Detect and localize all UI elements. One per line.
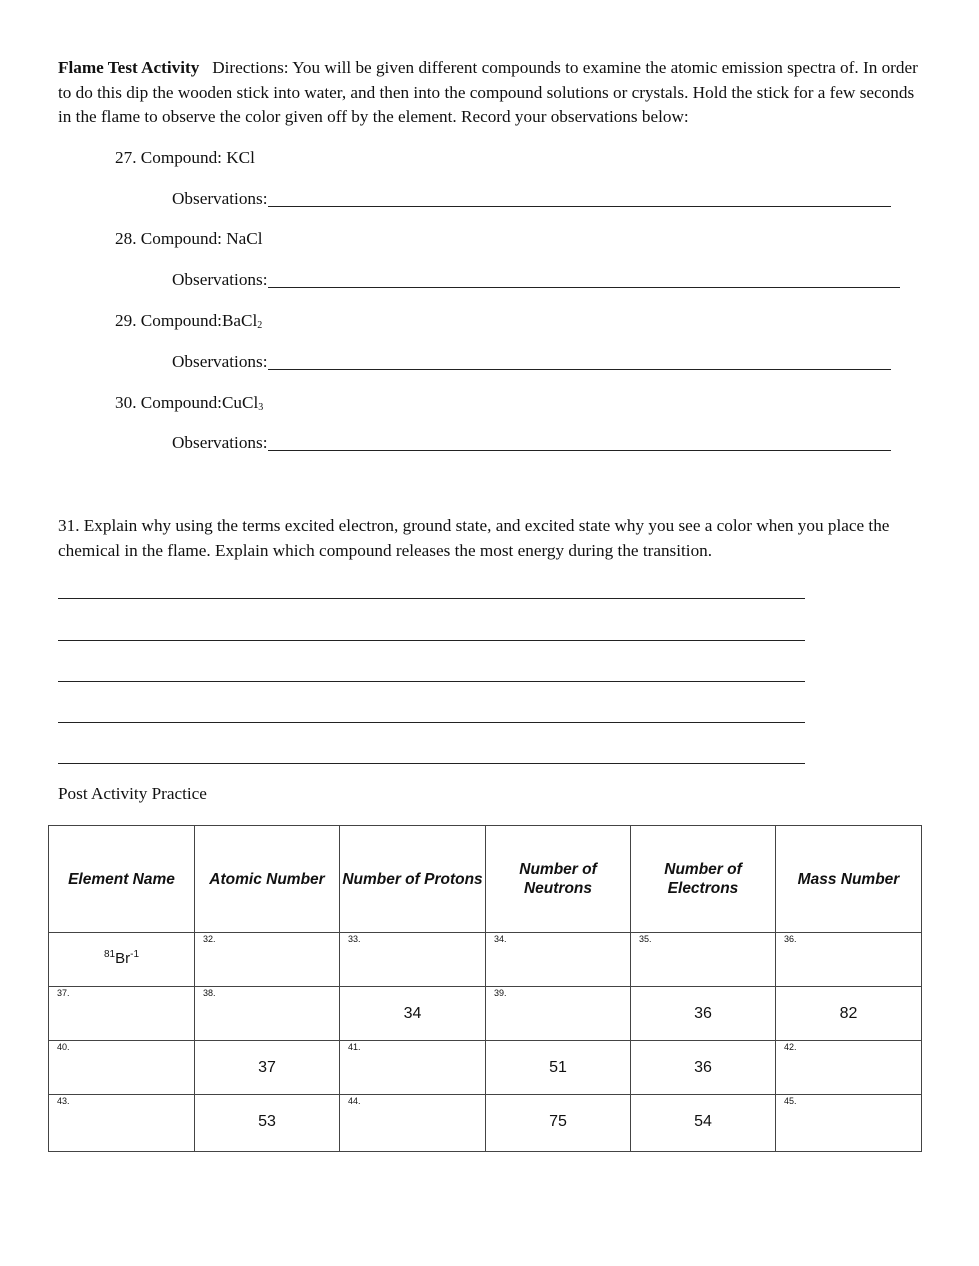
- question-number: 36.: [784, 934, 797, 944]
- answer-line[interactable]: [58, 722, 805, 723]
- table-row: [49, 1095, 922, 1152]
- directions-text: Directions: You will be given different compounds to examine the atomic emission spectra of. In order to do this dip the wooden stick into water, and then into the compound solutions or crystals. Hold the stick for a few seconds in the flame to observe the color given off by the element. Record your observations below:: [58, 58, 918, 126]
- header-electrons: Number of Electrons: [631, 826, 776, 933]
- answer-line[interactable]: [58, 763, 805, 764]
- question-number: 44.: [348, 1096, 361, 1106]
- observation-answer-line[interactable]: [268, 368, 891, 370]
- table-cell: [340, 987, 486, 1041]
- table-cell[interactable]: [631, 933, 776, 987]
- table-cell[interactable]: [776, 1041, 922, 1095]
- answer-line[interactable]: [58, 598, 805, 599]
- table-cell[interactable]: [49, 1041, 195, 1095]
- answer-line[interactable]: [58, 681, 805, 682]
- question-number: 34.: [494, 934, 507, 944]
- table-cell: [195, 1041, 340, 1095]
- table-cell: [631, 1095, 776, 1152]
- directions-paragraph: [58, 56, 928, 130]
- compound-label: 29. Compound:: [115, 311, 222, 330]
- question-number: 35.: [639, 934, 652, 944]
- table-cell[interactable]: [49, 987, 195, 1041]
- observation-answer-line[interactable]: [268, 286, 900, 288]
- table-row: [49, 987, 922, 1041]
- question-number: 32.: [203, 934, 216, 944]
- observations-label: Observations:: [172, 189, 268, 208]
- table-header-row: [49, 826, 922, 933]
- isotope-symbol: [49, 949, 194, 967]
- observation-29[interactable]: [172, 352, 891, 372]
- table-cell[interactable]: [776, 933, 922, 987]
- table-cell: [631, 987, 776, 1041]
- question-number: 37.: [57, 988, 70, 998]
- table-cell: [195, 1095, 340, 1152]
- question-number: 38.: [203, 988, 216, 998]
- cell-value: 36: [694, 1059, 712, 1076]
- cell-value: 53: [258, 1113, 276, 1130]
- header-mass-number: Mass Number: [776, 826, 922, 933]
- formula-subscript: 3: [258, 402, 264, 413]
- activity-title: Flame Test Activity: [58, 58, 200, 77]
- question-number: 42.: [784, 1042, 797, 1052]
- table-cell[interactable]: [340, 1041, 486, 1095]
- compound-formula: NaCl: [226, 229, 263, 248]
- table-cell: [486, 1095, 631, 1152]
- observation-30[interactable]: [172, 433, 891, 453]
- observations-label: Observations:: [172, 352, 268, 371]
- question-31: 31. Explain why using the terms excited electron, ground state, and excited state why you see a color when you place the chemical in the flame. Explain which compound releases the most energy during the transition.: [58, 516, 890, 560]
- isotope-charge: -1: [130, 949, 140, 960]
- compound-formula: BaCl: [221, 311, 258, 330]
- answer-line[interactable]: [58, 640, 805, 641]
- question-number: 39.: [494, 988, 507, 998]
- observation-answer-line[interactable]: [268, 449, 891, 451]
- compound-label: 27. Compound:: [115, 148, 227, 167]
- compound-formula: KCl: [226, 148, 255, 167]
- header-atomic-number: Atomic Number: [195, 826, 340, 933]
- post-activity-title: Post Activity Practice: [58, 784, 207, 803]
- cell-value: 54: [694, 1113, 712, 1130]
- table-cell: [631, 1041, 776, 1095]
- table-cell: [486, 1041, 631, 1095]
- compound-27: [115, 148, 255, 168]
- compound-formula: CuCl: [221, 393, 259, 412]
- formula-subscript: 2: [257, 320, 263, 331]
- table-cell[interactable]: [340, 933, 486, 987]
- question-number: 41.: [348, 1042, 361, 1052]
- table-cell[interactable]: [340, 1095, 486, 1152]
- practice-table: [48, 825, 922, 1152]
- cell-value: 34: [403, 1005, 422, 1022]
- question-number: 43.: [57, 1096, 70, 1106]
- table-cell: [49, 933, 195, 987]
- question-number: 45.: [784, 1096, 797, 1106]
- compound-label: 28. Compound:: [115, 229, 227, 248]
- compound-28: [115, 229, 263, 249]
- cell-value: 36: [694, 1005, 712, 1022]
- header-neutrons: Number of Neutrons: [486, 826, 631, 933]
- compound-label: 30. Compound:: [115, 393, 222, 412]
- cell-value: 37: [258, 1059, 276, 1076]
- isotope-element: Br: [115, 950, 131, 967]
- header-element-name: Element Name: [49, 826, 195, 933]
- header-protons: Number of Protons: [340, 826, 486, 933]
- isotope-mass: 81: [103, 949, 116, 960]
- table-cell[interactable]: [486, 987, 631, 1041]
- question-number: 33.: [348, 934, 361, 944]
- observation-answer-line[interactable]: [268, 205, 891, 207]
- observations-label: Observations:: [172, 433, 268, 452]
- table-row: [49, 1041, 922, 1095]
- table-row: [49, 933, 922, 987]
- compound-30: [115, 393, 263, 413]
- cell-value: 75: [549, 1113, 567, 1130]
- observation-28[interactable]: [172, 270, 900, 290]
- cell-value: 51: [549, 1059, 567, 1076]
- table-cell[interactable]: [776, 1095, 922, 1152]
- table-cell: [776, 987, 922, 1041]
- table-cell[interactable]: [486, 933, 631, 987]
- table-cell[interactable]: [195, 933, 340, 987]
- compound-29: [115, 311, 262, 331]
- observations-label: Observations:: [172, 270, 268, 289]
- question-number: 40.: [57, 1042, 70, 1052]
- table-cell[interactable]: [195, 987, 340, 1041]
- cell-value: 82: [839, 1005, 858, 1022]
- observation-27[interactable]: [172, 189, 891, 209]
- table-cell[interactable]: [49, 1095, 195, 1152]
